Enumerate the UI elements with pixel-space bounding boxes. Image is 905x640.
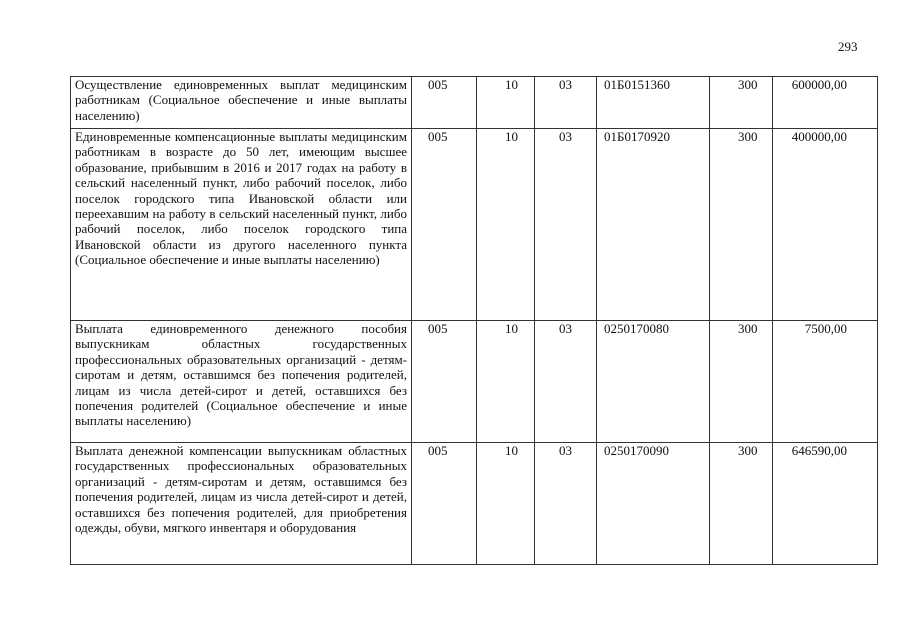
amount-cell: 600000,00: [773, 77, 878, 129]
expense-name-cell: Выплата единовременного денежного пособия выпускникам областных государственных профессиональных образовательных организаций - детям-сиротам и детям, оставшимся без попечения родителей, лицам из числа детей-сирот и детей, оставшихся без попечения родителей (Социальное обеспечение и иные выплаты населению): [71, 321, 412, 443]
subsection-code-cell: 03: [535, 321, 597, 443]
table-row: [71, 77, 878, 129]
section-code-cell: 10: [477, 77, 535, 129]
subsection-code-cell: 03: [535, 129, 597, 321]
ministry-code-cell: 005: [412, 129, 477, 321]
amount-cell: 646590,00: [773, 443, 878, 565]
section-code-cell: 10: [477, 321, 535, 443]
section-code-cell: 10: [477, 129, 535, 321]
target-article-cell: 0250170090: [597, 443, 710, 565]
expense-name-cell: Выплата денежной компенсации выпускникам областных государственных профессиональных образовательных организаций - детям-сиротам и детям, оставшимся без попечения родителей, лицам из числа детей-сирот и детей, оставшихся без попечения родителей, для приобретения одежды, обуви, мягкого инвентаря и оборудования: [71, 443, 412, 565]
target-article-cell: 01Б0151360: [597, 77, 710, 129]
subsection-code-cell: 03: [535, 443, 597, 565]
amount-cell: 400000,00: [773, 129, 878, 321]
target-article-cell: 01Б0170920: [597, 129, 710, 321]
subsection-code-cell: 03: [535, 77, 597, 129]
table-row: [71, 321, 878, 443]
expense-name-cell: Осуществление единовременных выплат медицинским работникам (Социальное обеспечение и иные выплаты населению): [71, 77, 412, 129]
expense-type-cell: 300: [710, 77, 773, 129]
expense-name-cell: Единовременные компенсационные выплаты медицинским работникам в возрасте до 50 лет, имеющим высшее образование, прибывшим в 2016 и 2017 годах на работу в сельский населенный пункт, либо рабочий поселок, либо поселок городского типа Ивановской области или переехавшим на работу в сельский населенный пункт, либо рабочий поселок, либо поселок городского типа Ивановской области из другого населенного пункта (Социальное обеспечение и иные выплаты населению): [71, 129, 412, 321]
section-code-cell: 10: [477, 443, 535, 565]
expense-type-cell: 300: [710, 321, 773, 443]
ministry-code-cell: 005: [412, 443, 477, 565]
budget-table: [70, 76, 878, 565]
ministry-code-cell: 005: [412, 77, 477, 129]
page-number: 293: [838, 39, 858, 54]
target-article-cell: 0250170080: [597, 321, 710, 443]
expense-type-cell: 300: [710, 129, 773, 321]
ministry-code-cell: 005: [412, 321, 477, 443]
expense-type-cell: 300: [710, 443, 773, 565]
amount-cell: 7500,00: [773, 321, 878, 443]
table-row: [71, 129, 878, 321]
table-row: [71, 443, 878, 565]
